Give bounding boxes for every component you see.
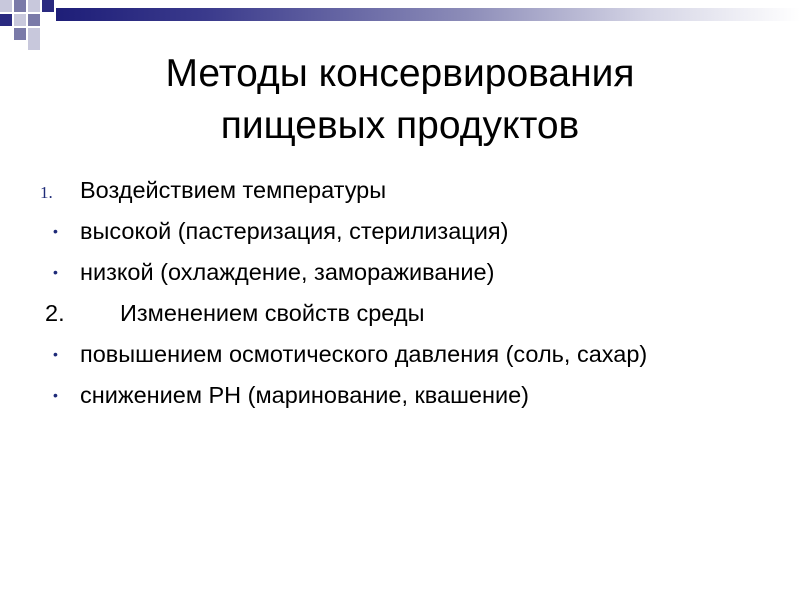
list-item-text: Воздействием температуры (80, 177, 387, 203)
slide-title-line2: пищевых продуктов (220, 104, 580, 147)
bullet-icon: • (53, 264, 58, 280)
bullet-icon: • (53, 387, 58, 403)
list-number: 1. (40, 183, 53, 202)
list-item (40, 258, 780, 286)
list-item (40, 217, 780, 245)
list-item-text: низкой (охлаждение, замораживание) (80, 259, 495, 285)
bullet-icon: • (53, 223, 58, 239)
slide-title-line1: Методы консервирования (165, 52, 635, 95)
slide-content (40, 176, 780, 422)
header-gradient-bar (56, 8, 800, 21)
list-item (40, 340, 780, 368)
list-item-text: снижением PH (маринование, квашение) (80, 382, 529, 408)
slide-title (0, 48, 800, 152)
list-item (40, 381, 780, 409)
bullet-icon: • (53, 346, 58, 362)
list-item-text: высокой (пастеризация, стерилизация) (80, 218, 509, 244)
list-item (40, 299, 780, 327)
list-item (40, 176, 780, 204)
list-number: 2. (45, 300, 65, 326)
decorative-squares-icon (0, 0, 60, 52)
list-item-text: Изменением свойств среды (120, 300, 425, 326)
list-item-text: повышением осмотического давления (соль, сахар) (80, 341, 648, 367)
